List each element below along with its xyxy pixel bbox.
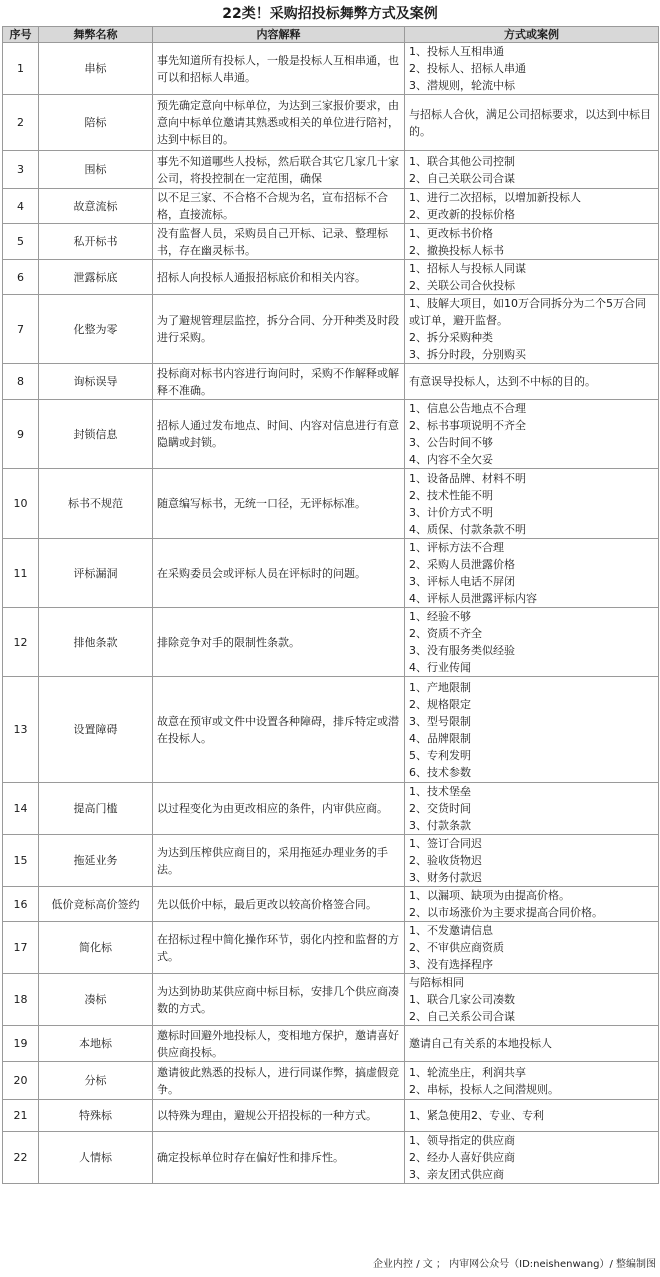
fraud-name: 人情标 [39, 1132, 153, 1184]
fraud-name: 拖延业务 [39, 835, 153, 887]
header-desc: 内容解释 [153, 27, 405, 43]
fraud-methods [405, 43, 659, 95]
fraud-methods [405, 189, 659, 224]
description-text: 在采购委员会或评标人员在评标时的问题。 [157, 566, 366, 580]
method-item: 1、联合几家公司凑数 [409, 993, 515, 1006]
description-text: 投标商对标书内容进行询问时，采购不作解释或解释不准确。 [157, 366, 399, 397]
row-number: 6 [3, 260, 39, 295]
fraud-description [153, 260, 405, 295]
fraud-description [153, 95, 405, 151]
method-item: 1、以漏项、缺项为由提高价格。 [409, 889, 570, 902]
table-row [3, 95, 659, 151]
description-text: 以特殊为理由，避规公开招投标的一种方式。 [157, 1109, 377, 1122]
method-item: 2、不审供应商资质 [409, 941, 504, 954]
method-item: 1、经验不够 [409, 610, 471, 623]
fraud-name: 特殊标 [39, 1100, 153, 1132]
header-row [3, 27, 659, 43]
method-item: 2、经办人喜好供应商 [409, 1151, 515, 1164]
description-text: 没有监督人员，采购员自己开标、记录、整理标书，存在幽灵标书。 [157, 226, 388, 257]
method-item: 1、领导指定的供应商 [409, 1134, 515, 1147]
fraud-description [153, 469, 405, 539]
row-number: 20 [3, 1062, 39, 1100]
method-item: 3、拆分时段，分别购买 [409, 348, 526, 361]
table-row [3, 260, 659, 295]
fraud-name: 询标误导 [39, 364, 153, 400]
table-row [3, 887, 659, 922]
table-row [3, 469, 659, 539]
row-number: 13 [3, 677, 39, 783]
description-text: 事先知道所有投标人，一般是投标人互相串通，也可以和招标人串通。 [157, 53, 399, 84]
header-ways: 方式或案例 [405, 27, 659, 43]
row-number: 10 [3, 469, 39, 539]
method-item: 1、签订合同迟 [409, 837, 482, 850]
description-text: 在招标过程中简化操作环节，弱化内控和监督的方式。 [157, 932, 399, 963]
fraud-name: 串标 [39, 43, 153, 95]
row-number: 21 [3, 1100, 39, 1132]
description-text: 以过程变化为由更改相应的条件，内审供应商。 [157, 802, 388, 815]
description-text: 先以低价中标，最后更改以较高价格签合同。 [157, 897, 377, 911]
fraud-description [153, 224, 405, 260]
method-item: 3、公告时间不够 [409, 436, 493, 449]
method-item: 4、品牌限制 [409, 731, 471, 745]
method-item: 2、投标人、招标人串通 [409, 62, 526, 75]
method-item: 4、评标人员泄露评标内容 [409, 592, 537, 605]
description-text: 预先确定意向中标单位，为达到三家报价要求，由意向中标单位邀请其熟悉或相关的单位进行陪衬，达到中标目的。 [157, 99, 399, 146]
fraud-methods [405, 835, 659, 887]
fraud-description [153, 677, 405, 783]
method-item: 邀请自己有关系的本地投标人 [409, 1037, 552, 1050]
description-text: 为达到协助某供应商中标目标，安排几个供应商凑数的方式。 [157, 984, 399, 1015]
fraud-description [153, 151, 405, 189]
method-item: 3、型号限制 [409, 714, 471, 728]
fraud-methods [405, 151, 659, 189]
table-row [3, 835, 659, 887]
method-item: 1、进行二次招标，以增加新投标人 [409, 191, 581, 204]
method-item: 1、设备品牌、材料不明 [409, 471, 526, 485]
fraud-methods [405, 539, 659, 608]
fraud-methods [405, 224, 659, 260]
fraud-description [153, 887, 405, 922]
fraud-name: 简化标 [39, 922, 153, 974]
fraud-name: 提高门槛 [39, 783, 153, 835]
method-item: 2、规格限定 [409, 697, 471, 711]
fraud-table [2, 26, 659, 1184]
footer-credit: 企业内控 / 文 ； 内审网公众号（ID:neishenwang）/ 整编制图 [373, 1259, 656, 1270]
fraud-methods [405, 469, 659, 539]
fraud-name: 凑标 [39, 974, 153, 1026]
method-item: 1、评标方法不合理 [409, 541, 504, 554]
description-text: 为了避规管理层监控，拆分合同、分开种类及时段进行采购。 [157, 314, 399, 344]
method-item: 4、内容不全欠妥 [409, 453, 493, 466]
row-number: 12 [3, 608, 39, 677]
fraud-methods [405, 922, 659, 974]
fraud-methods [405, 1132, 659, 1184]
method-item: 1、紧急使用2、专业、专利 [409, 1109, 544, 1122]
row-number: 14 [3, 783, 39, 835]
method-item: 1、招标人与投标人同谋 [409, 262, 526, 275]
method-item: 与陪标相同 [409, 976, 464, 989]
row-number: 1 [3, 43, 39, 95]
fraud-description [153, 539, 405, 608]
table-body [3, 43, 659, 1184]
row-number: 2 [3, 95, 39, 151]
method-item: 3、没有服务类似经验 [409, 644, 515, 657]
fraud-description [153, 43, 405, 95]
method-item: 1、不发邀请信息 [409, 924, 493, 937]
table-row [3, 364, 659, 400]
method-item: 5、专利发明 [409, 748, 471, 762]
fraud-methods [405, 887, 659, 922]
fraud-name: 泄露标底 [39, 260, 153, 295]
table-row [3, 783, 659, 835]
row-number: 3 [3, 151, 39, 189]
page-title: 22类！采购招投标舞弊方式及案例 [222, 6, 438, 22]
method-item: 2、拆分采购种类 [409, 331, 493, 344]
fraud-description [153, 974, 405, 1026]
method-item: 2、资质不齐全 [409, 627, 482, 640]
row-number: 7 [3, 295, 39, 364]
table-row [3, 295, 659, 364]
fraud-name: 私开标书 [39, 224, 153, 260]
description-text: 邀标时回避外地投标人，变相地方保护，邀请喜好供应商投标。 [157, 1028, 399, 1059]
method-item: 2、更改新的投标价格 [409, 208, 515, 221]
method-item: 2、技术性能不明 [409, 488, 493, 502]
method-item: 3、亲友团式供应商 [409, 1168, 504, 1181]
description-text: 排除竞争对手的限制性条款。 [157, 635, 300, 649]
method-item: 1、技术堡垒 [409, 785, 471, 798]
fraud-description [153, 189, 405, 224]
method-item: 与招标人合伙，满足公司招标要求，以达到中标目的。 [409, 107, 651, 138]
fraud-methods [405, 677, 659, 783]
table-row [3, 400, 659, 469]
row-number: 15 [3, 835, 39, 887]
method-item: 1、联合其他公司控制 [409, 154, 515, 168]
fraud-name: 化整为零 [39, 295, 153, 364]
method-item: 3、没有选择程序 [409, 958, 493, 971]
description-text: 为达到压榨供应商目的，采用拖延办理业务的手法。 [157, 845, 388, 876]
fraud-name: 围标 [39, 151, 153, 189]
description-text: 随意编写标书，无统一口径，无评标标准。 [157, 497, 366, 510]
fraud-description [153, 295, 405, 364]
row-number: 11 [3, 539, 39, 608]
fraud-methods [405, 295, 659, 364]
method-item: 4、行业传闻 [409, 661, 471, 674]
table-row [3, 224, 659, 260]
description-text: 招标人通过发布地点、时间、内容对信息进行有意隐瞒或封锁。 [157, 419, 399, 449]
fraud-methods [405, 1026, 659, 1062]
fraud-description [153, 835, 405, 887]
row-number: 17 [3, 922, 39, 974]
fraud-methods [405, 783, 659, 835]
method-item: 1、轮流坐庄，利润共享 [409, 1065, 526, 1079]
method-item: 有意误导投标人，达到不中标的目的。 [409, 375, 596, 388]
description-text: 事先不知道哪些人投标，然后联合其它几家几十家公司，将投控制在一定范围，确保 [157, 154, 399, 185]
table-row [3, 151, 659, 189]
row-number: 9 [3, 400, 39, 469]
fraud-description [153, 608, 405, 677]
fraud-name: 设置障碍 [39, 677, 153, 783]
fraud-name: 陪标 [39, 95, 153, 151]
method-item: 4、质保、付款条款不明 [409, 522, 526, 536]
row-number: 16 [3, 887, 39, 922]
method-item: 2、自己关系公司合谋 [409, 1010, 515, 1023]
fraud-description [153, 364, 405, 400]
method-item: 3、评标人电话不屏闭 [409, 575, 515, 588]
table-row [3, 539, 659, 608]
fraud-name: 分标 [39, 1062, 153, 1100]
fraud-description [153, 400, 405, 469]
table-row [3, 608, 659, 677]
method-item: 1、产地限制 [409, 680, 471, 694]
fraud-description [153, 1026, 405, 1062]
fraud-methods [405, 1100, 659, 1132]
table-row [3, 974, 659, 1026]
fraud-methods [405, 95, 659, 151]
fraud-name: 标书不规范 [39, 469, 153, 539]
fraud-name: 封锁信息 [39, 400, 153, 469]
fraud-name: 低价竞标高价签约 [39, 887, 153, 922]
description-text: 以不足三家、不合格不合规为名，宣布招标不合格，直接流标。 [157, 191, 388, 221]
row-number: 5 [3, 224, 39, 260]
table-row [3, 922, 659, 974]
description-text: 故意在预审或文件中设置各种障碍，排斥特定或潜在投标人。 [157, 714, 399, 745]
method-item: 1、肢解大项目，如10万合同拆分为二个5万合同或订单，避开监督。 [409, 297, 646, 327]
fraud-description [153, 1062, 405, 1100]
table-row [3, 1100, 659, 1132]
table-row [3, 1062, 659, 1100]
fraud-methods [405, 608, 659, 677]
row-number: 18 [3, 974, 39, 1026]
method-item: 3、财务付款迟 [409, 871, 482, 884]
row-number: 4 [3, 189, 39, 224]
table-row [3, 1132, 659, 1184]
method-item: 2、验收货物迟 [409, 854, 482, 867]
table-row [3, 677, 659, 783]
fraud-description [153, 783, 405, 835]
fraud-methods [405, 364, 659, 400]
fraud-name: 故意流标 [39, 189, 153, 224]
fraud-name: 评标漏洞 [39, 539, 153, 608]
method-item: 2、交货时间 [409, 802, 471, 815]
method-item: 1、更改标书价格 [409, 226, 493, 240]
method-item: 6、技术参数 [409, 765, 471, 779]
fraud-description [153, 1100, 405, 1132]
method-item: 2、撤换投标人标书 [409, 243, 504, 257]
method-item: 2、以市场涨价为主要求提高合同价格。 [409, 906, 603, 919]
row-number: 19 [3, 1026, 39, 1062]
fraud-methods [405, 260, 659, 295]
table-row [3, 43, 659, 95]
method-item: 2、关联公司合伙投标 [409, 279, 515, 292]
method-item: 2、采购人员泄露价格 [409, 558, 515, 571]
fraud-methods [405, 1062, 659, 1100]
fraud-name: 本地标 [39, 1026, 153, 1062]
fraud-methods [405, 974, 659, 1026]
header-name: 舞弊名称 [39, 27, 153, 43]
description-text: 邀请彼此熟悉的投标人，进行同谋作弊，搞虚假竞争。 [157, 1065, 399, 1096]
method-item: 3、付款条款 [409, 819, 471, 832]
row-number: 22 [3, 1132, 39, 1184]
method-item: 1、投标人互相串通 [409, 45, 504, 58]
method-item: 3、潜规则，轮流中标 [409, 79, 515, 92]
table-row [3, 1026, 659, 1062]
fraud-description [153, 922, 405, 974]
description-text: 确定投标单位时存在偏好性和排斥性。 [157, 1151, 344, 1164]
fraud-name: 排他条款 [39, 608, 153, 677]
header-no: 序号 [3, 27, 39, 43]
row-number: 8 [3, 364, 39, 400]
description-text: 招标人向投标人通报招标底价和相关内容。 [157, 270, 366, 284]
fraud-description [153, 1132, 405, 1184]
method-item: 2、标书事项说明不齐全 [409, 419, 526, 432]
method-item: 3、计价方式不明 [409, 505, 493, 519]
method-item: 2、串标，投标人之间潜规则。 [409, 1082, 559, 1096]
fraud-methods [405, 400, 659, 469]
table-row [3, 189, 659, 224]
method-item: 1、信息公告地点不合理 [409, 402, 526, 415]
method-item: 2、自己关联公司合谋 [409, 171, 515, 185]
